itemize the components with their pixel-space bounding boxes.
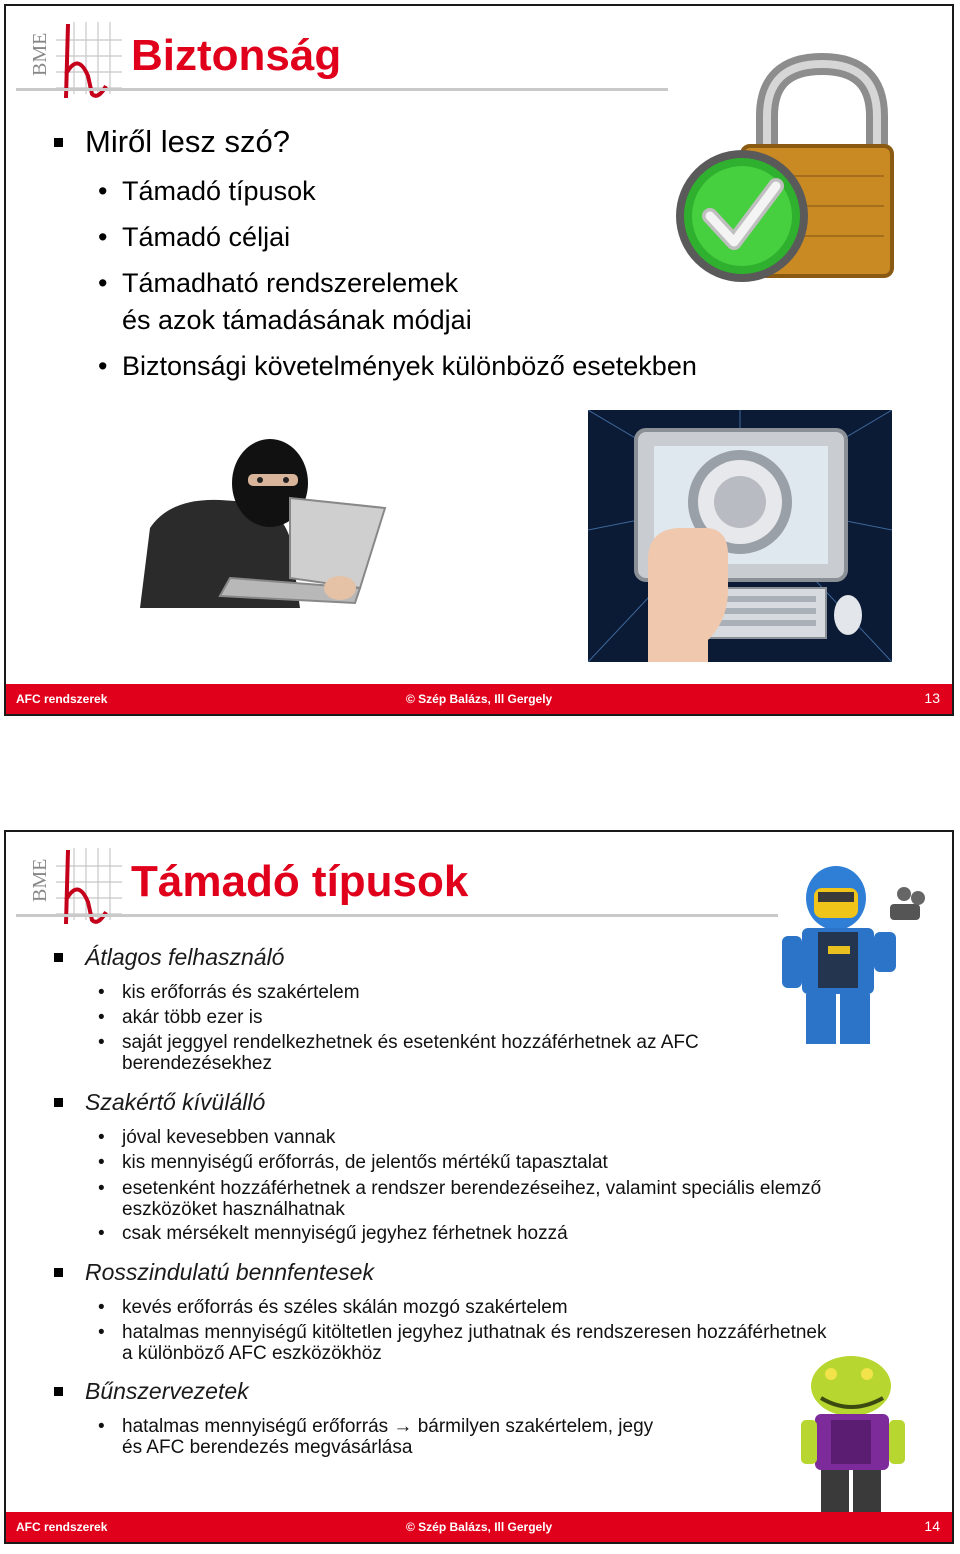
list-item: • jóval kevesebben vannak — [98, 1127, 336, 1148]
list-item: • Támadó típusok — [98, 173, 316, 210]
page-number: 14 — [924, 1518, 940, 1534]
svg-text:BME: BME — [29, 858, 51, 902]
main-bullet — [54, 124, 290, 160]
dot-bullet-icon: • — [98, 1297, 105, 1318]
title-divider — [16, 88, 668, 91]
list-item: • esetenként hozzáférhetnek a rendszer berendezéseihez, valamint speciális elemző — [98, 1178, 822, 1199]
list-item: • Biztonsági követelmények különböző esetekben — [98, 348, 697, 385]
square-bullet-icon — [54, 1268, 63, 1277]
footer-copyright: © Szép Balázs, Ill Gergely — [406, 1520, 553, 1534]
main-bullet-text: Miről lesz szó? — [85, 124, 290, 159]
dot-bullet-icon: • — [98, 1032, 105, 1053]
list-item: • Támadó céljai — [98, 219, 290, 256]
list-item-continuation: és azok támadásának módjai — [122, 305, 472, 335]
list-item: • csak mérsékelt mennyiségű jegyhez férhetnek hozzá — [98, 1223, 568, 1244]
lego-astronaut-image — [778, 862, 928, 1047]
footer-course: AFC rendszerek — [16, 692, 108, 706]
safe-dial-computer-image — [588, 410, 892, 662]
list-item: • kis mennyiségű erőforrás, de jelentős mértékű tapasztalat — [98, 1152, 608, 1173]
square-bullet-icon — [54, 1387, 63, 1396]
list-item-continuation: a különböző AFC eszközökhöz — [122, 1343, 382, 1364]
dot-bullet-icon: • — [98, 351, 108, 381]
dot-bullet-icon: • — [98, 176, 108, 206]
dot-bullet-icon: • — [98, 268, 108, 298]
list-item: • hatalmas mennyiségű kitöltetlen jegyhez juthatnak és rendszeresen hozzáférhetnek — [98, 1322, 827, 1343]
footer-copyright: © Szép Balázs, Ill Gergely — [406, 692, 553, 706]
dot-bullet-icon: • — [98, 1223, 105, 1244]
dot-bullet-icon: • — [98, 1178, 105, 1199]
padlock-checkmark-image — [672, 46, 902, 306]
page-number: 13 — [924, 690, 940, 706]
masked-hacker-image — [140, 438, 390, 608]
list-item-continuation: és AFC berendezés megvásárlása — [122, 1437, 413, 1458]
list-item-continuation: eszközöket használhatnak — [122, 1199, 345, 1220]
list-item: • akár több ezer is — [98, 1007, 263, 1028]
dot-bullet-icon: • — [98, 982, 105, 1003]
square-bullet-icon — [54, 1098, 63, 1107]
list-item-continuation: berendezésekhez — [122, 1053, 272, 1074]
section-heading: Szakértő kívülálló — [54, 1089, 265, 1116]
dot-bullet-icon: • — [98, 1152, 105, 1173]
dot-bullet-icon: • — [98, 1416, 105, 1437]
footer-course: AFC rendszerek — [16, 1520, 108, 1534]
dot-bullet-icon: • — [98, 1322, 105, 1343]
bme-logo-icon — [26, 16, 126, 106]
slide-title: Támadó típusok — [131, 857, 469, 906]
square-bullet-icon — [54, 953, 63, 962]
section-heading: Bűnszervezetek — [54, 1378, 249, 1405]
bme-logo-icon — [26, 842, 126, 932]
slide-title: Biztonság — [131, 31, 342, 80]
dot-bullet-icon: • — [98, 222, 108, 252]
title-divider — [16, 914, 778, 917]
list-item: • saját jeggyel rendelkezhetnek és esetenként hozzáférhetnek az AFC — [98, 1032, 699, 1053]
slide-footer — [6, 684, 952, 714]
lego-alien-image — [801, 1350, 921, 1518]
slide-13 — [4, 4, 954, 716]
dot-bullet-icon: • — [98, 1007, 105, 1028]
list-item: • kis erőforrás és szakértelem — [98, 982, 360, 1003]
slide-14 — [4, 830, 954, 1544]
slide-footer — [6, 1512, 952, 1542]
section-heading: Átlagos felhasználó — [54, 944, 284, 971]
square-bullet-icon — [54, 138, 63, 147]
section-heading: Rosszindulatú bennfentesek — [54, 1259, 374, 1286]
list-item: • kevés erőforrás és széles skálán mozgó szakértelem — [98, 1297, 568, 1318]
list-item: • Támadható rendszerelemek — [98, 265, 458, 302]
svg-text:BME: BME — [29, 32, 51, 76]
dot-bullet-icon: • — [98, 1127, 105, 1148]
list-item: • hatalmas mennyiségű erőforrás → bármilyen szakértelem, jegy — [98, 1416, 654, 1437]
